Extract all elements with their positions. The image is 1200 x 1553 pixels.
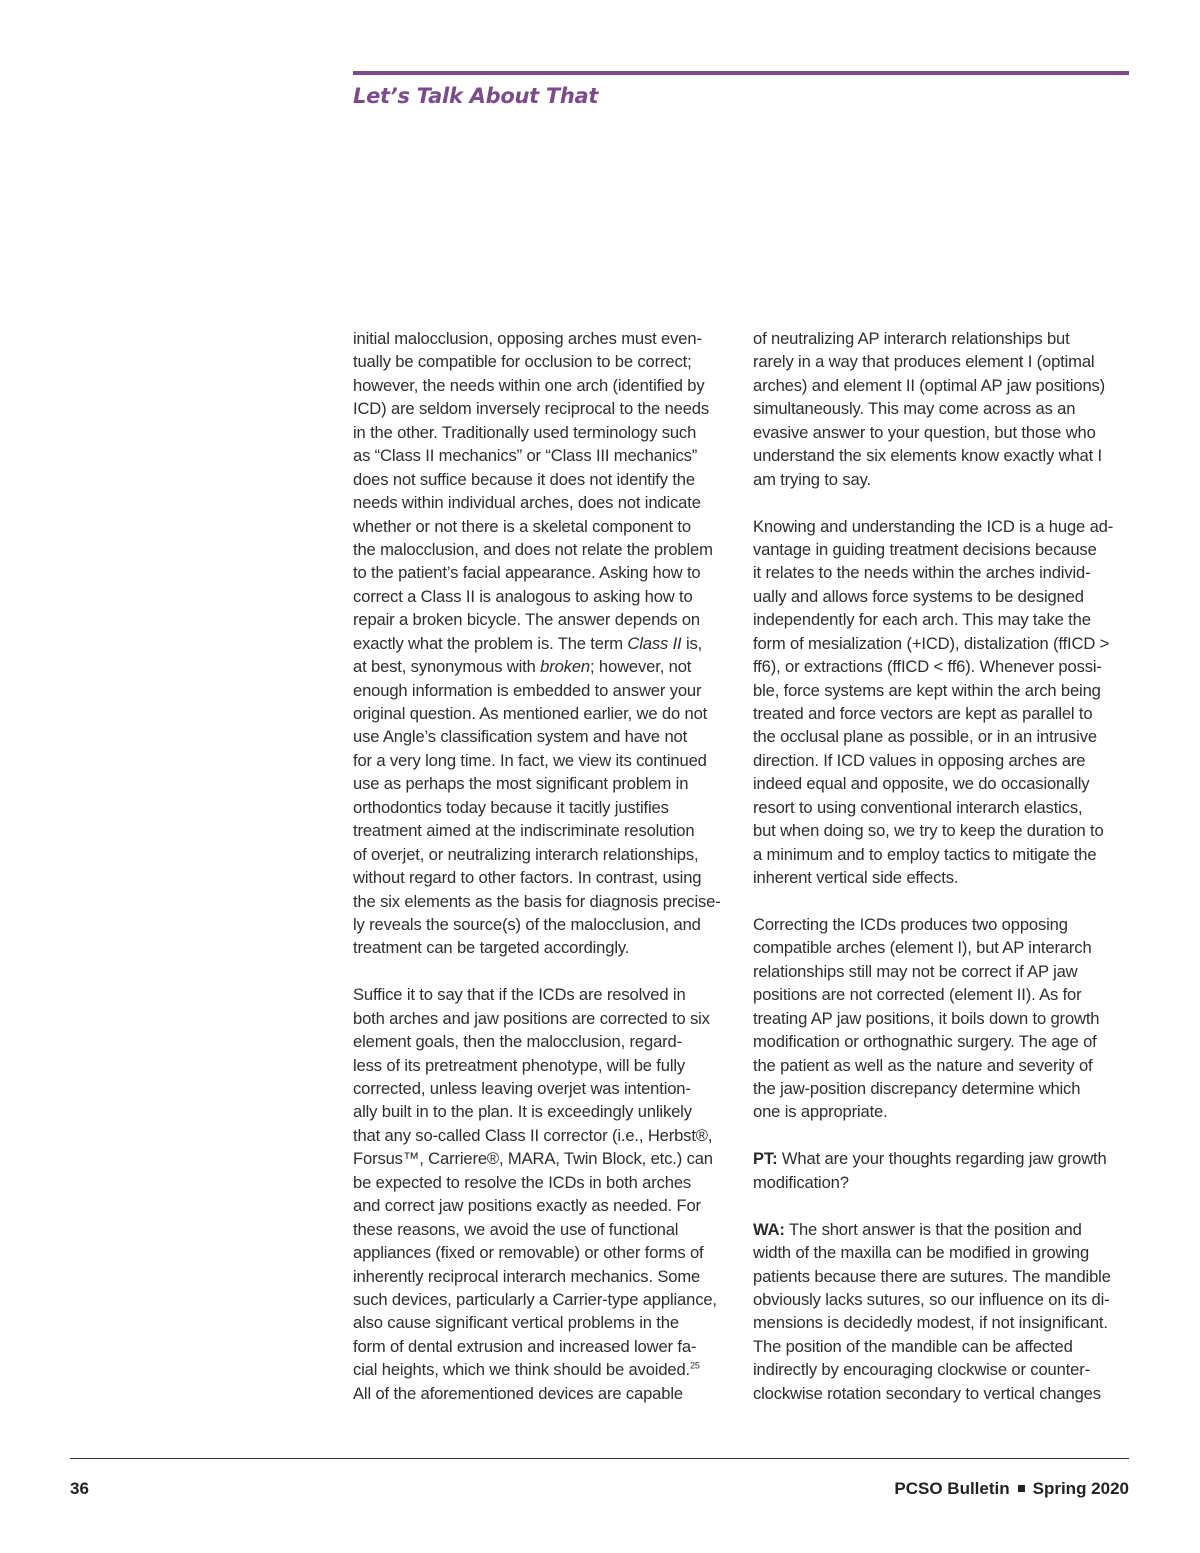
emphasis-text: Class II [627,633,682,653]
text-line [353,1358,733,1381]
text-line: direction. If ICD values in opposing arches are [753,750,1086,770]
right-column [753,327,1133,1405]
interview-answer [753,1218,1133,1406]
text-segment: The short answer is that the position and [784,1219,1082,1239]
text-line: ually and allows force systems to be designed [753,586,1084,606]
text-segment: What are your thoughts regarding jaw growth [777,1149,1107,1169]
text-line: arches) and element II (optimal AP jaw positions) [753,375,1106,395]
text-line: clockwise rotation secondary to vertical changes [753,1383,1101,1403]
text-line: treatment can be targeted accordingly. [353,938,630,958]
text-line: ally built in to the plan. It is exceedingly unlikely [353,1102,692,1122]
square-bullet-icon [1018,1485,1025,1492]
text-line: needs within individual arches, does not indicate [353,493,701,513]
text-line: both arches and jaw positions are corrected to six [353,1008,710,1028]
text-line: patients because there are sutures. The mandible [753,1266,1111,1286]
text-line: does not suffice because it does not identify the [353,469,695,489]
text-line: element goals, then the malocclusion, regard- [353,1032,682,1052]
speaker-label: PT: [753,1149,778,1169]
text-line: a minimum and to employ tactics to mitigate the [753,844,1097,864]
text-line: form of mesialization (+ICD), distalization (ffICD > [753,633,1110,653]
paragraph [353,327,733,960]
text-line: the jaw-position discrepancy determine which [753,1079,1081,1098]
text-line: indirectly by encouraging clockwise or counter- [753,1360,1090,1380]
paragraph [353,983,733,1405]
text-line: of neutralizing AP interarch relationships but [753,329,1070,348]
text-line: the six elements as the basis for diagnosis precise- [353,891,721,911]
paragraph [753,515,1133,890]
text-line: one is appropriate. [753,1102,888,1122]
text-line: enough information is embedded to answer your [353,680,702,700]
text-line: resort to using conventional interarch elastics, [753,797,1083,817]
paragraph-gap [753,1194,1133,1217]
text-line: the occlusal plane as possible, or in an intrusive [753,727,1097,747]
paragraph-gap [753,890,1133,913]
text-line: that any so-called Class II corrector (i.e., Herbst®, [353,1125,713,1145]
text-line: less of its pretreatment phenotype, will be fully [353,1055,686,1075]
issue-date: Spring 2020 [1032,1479,1129,1498]
text-line: inherently reciprocal interarch mechanics. Some [353,1266,701,1286]
text-line: repair a broken bicycle. The answer depends on [353,610,701,630]
text-line: positions are not corrected (element II). As for [753,985,1082,1005]
text-segment: cial heights, which we think should be avoided. [353,1360,691,1380]
publication-name: PCSO Bulletin [894,1479,1010,1498]
text-line: modification? [753,1172,849,1192]
text-line: rarely in a way that produces element I (optimal [753,352,1095,372]
text-line: use as perhaps the most significant problem in [353,774,689,794]
text-line: also cause significant vertical problems in the [353,1313,679,1333]
text-line: whether or not there is a skeletal component to [353,516,691,536]
text-line: orthodontics today because it tacitly justifies [353,797,669,817]
text-line: in the other. Traditionally used terminology such [353,422,697,442]
text-line: however, the needs within one arch (identified by [353,375,705,395]
text-segment: ; however, not [590,657,692,677]
text-line: ly reveals the source(s) of the malocclusion, and [353,914,701,934]
text-line: Forsus™, Carriere®, MARA, Twin Block, etc.) can [353,1149,713,1169]
text-line: correct a Class II is analogous to asking how to [353,586,693,606]
text-line: be expected to resolve the ICDs in both arches [353,1172,692,1192]
text-line [753,1218,1133,1241]
text-line: ff6), or extractions (ffICD < ff6). Whenever possi- [753,657,1102,677]
text-line: modification or orthognathic surgery. The age of [753,1032,1097,1052]
text-line: understand the six elements know exactly what I [753,446,1102,466]
text-segment: is, [681,633,703,653]
text-line: the malocclusion, and does not relate the problem [353,539,713,559]
text-line: treatment aimed at the indiscriminate resolution [353,821,695,841]
paragraph [753,913,1133,1124]
text-line: simultaneously. This may come across as an [753,399,1076,419]
text-line: treating AP jaw positions, it boils down to growth [753,1008,1100,1028]
paragraph [753,327,1133,491]
text-line [753,1147,1133,1170]
text-line: indeed equal and opposite, we do occasionally [753,774,1090,794]
text-line: form of dental extrusion and increased lower fa- [353,1336,697,1356]
text-line: these reasons, we avoid the use of functional [353,1219,679,1239]
text-line: of overjet, or neutralizing interarch relationships, [353,844,699,864]
text-line: The position of the mandible can be affected [753,1336,1073,1356]
text-line: to the patient’s facial appearance. Asking how to [353,563,701,583]
text-line: mensions is decidedly modest, if not insignificant. [753,1313,1108,1333]
text-line: and correct jaw positions exactly as needed. For [353,1196,701,1216]
text-line: treated and force vectors are kept as parallel to [753,704,1093,723]
reference-superscript: 25 [690,1360,700,1371]
text-line: obviously lacks sutures, so our influence on its di- [753,1289,1110,1309]
text-line [353,655,733,678]
text-line: tually be compatible for occlusion to be correct; [353,352,692,372]
paragraph-gap [353,960,733,983]
speaker-label: WA: [753,1219,785,1239]
text-line: ICD) are seldom inversely reciprocal to the needs [353,399,710,419]
text-line: inherent vertical side effects. [753,868,959,888]
emphasis-text: broken [540,657,591,677]
text-line: without regard to other factors. In contrast, using [353,868,702,888]
text-line: for a very long time. In fact, we view its continued [353,750,707,770]
text-line: vantage in guiding treatment decisions because [753,539,1097,559]
footer-rule [70,1458,1129,1459]
text-line: All of the aforementioned devices are capable [353,1383,683,1403]
text-line: evasive answer to your question, but those who [753,422,1096,442]
text-line: independently for each arch. This may take the [753,610,1091,630]
text-line: am trying to say. [753,469,871,489]
text-line: such devices, particularly a Carrier-type appliance, [353,1289,717,1309]
text-line: use Angle’s classification system and have not [353,727,688,747]
interview-question [753,1147,1133,1194]
paragraph-gap [753,491,1133,514]
text-line: the patient as well as the nature and severity of [753,1055,1093,1075]
text-line: width of the maxilla can be modified in growing [753,1243,1090,1263]
text-segment: at best, synonymous with [353,657,541,677]
text-line: as “Class II mechanics” or “Class III mechanics” [353,446,698,466]
text-line [353,632,733,655]
text-line: it relates to the needs within the arches individ- [753,563,1091,583]
left-column [353,327,733,1405]
paragraph-gap [753,1124,1133,1147]
text-line: initial malocclusion, opposing arches must even- [353,329,702,348]
text-line: but when doing so, we try to keep the duration to [753,821,1104,841]
text-line: compatible arches (element I), but AP interarch [753,938,1092,958]
text-line: Suffice it to say that if the ICDs are resolved in [353,985,686,1005]
section-title: Let’s Talk About That [353,84,599,108]
text-line: original question. As mentioned earlier, we do not [353,704,708,723]
text-line: relationships still may not be correct if AP jaw [753,961,1078,981]
text-line: appliances (fixed or removable) or other forms of [353,1243,704,1263]
text-line: Knowing and understanding the ICD is a huge ad- [753,516,1114,536]
page-number: 36 [70,1479,89,1498]
publication-info [894,1479,1129,1499]
text-line: Correcting the ICDs produces two opposing [753,914,1068,934]
text-line: corrected, unless leaving overjet was intention- [353,1079,691,1098]
text-segment: exactly what the problem is. The term [353,633,628,653]
header-rule [353,71,1129,75]
text-line: ble, force systems are kept within the arch being [753,680,1101,700]
